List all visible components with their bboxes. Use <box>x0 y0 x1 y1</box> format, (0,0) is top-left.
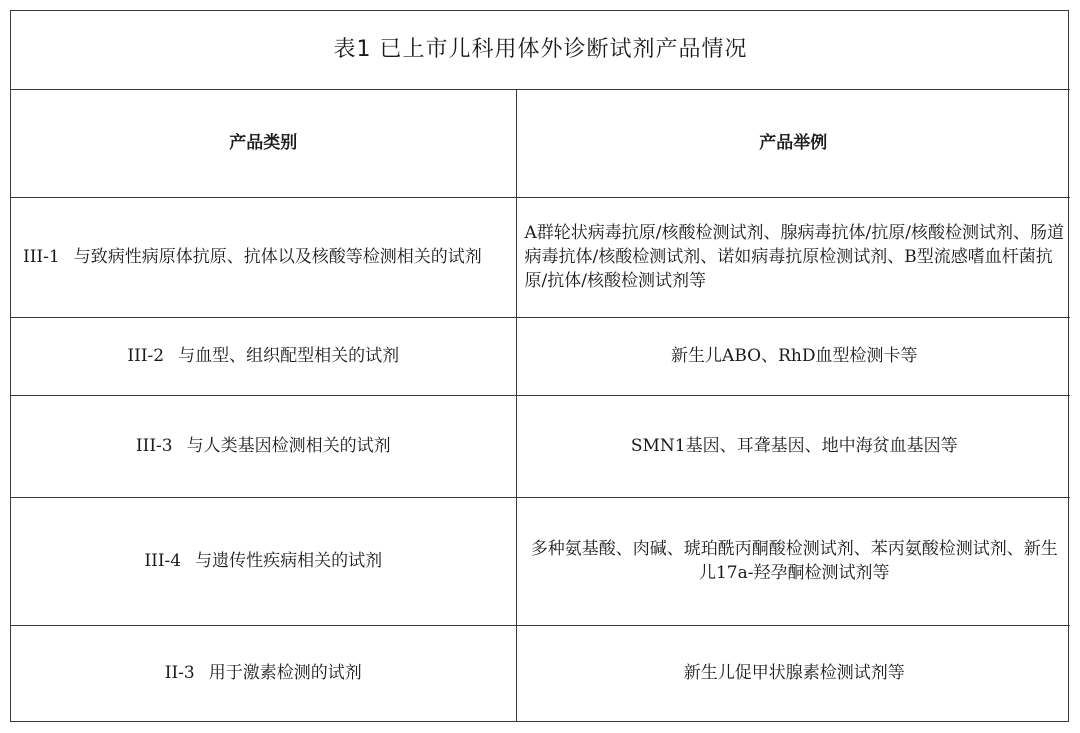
table-row <box>11 497 1070 625</box>
table-row <box>11 317 1070 395</box>
category-cell <box>11 395 516 497</box>
category-cell <box>11 497 516 625</box>
product-table <box>11 11 1070 721</box>
header-examples: 产品举例 <box>516 89 1070 197</box>
product-table-frame <box>10 10 1069 722</box>
header-row <box>11 89 1070 197</box>
category-text: 与人类基因检测相关的试剂 <box>186 436 391 456</box>
category-cell <box>11 197 516 317</box>
category-code: III-4 <box>144 551 182 571</box>
category-code: III-1 <box>23 247 60 267</box>
table-row <box>11 395 1070 497</box>
table-row <box>11 197 1070 317</box>
header-category: 产品类别 <box>11 89 516 197</box>
title-row <box>11 11 1070 89</box>
examples-cell: A群轮状病毒抗原/核酸检测试剂、腺病毒抗体/抗原/核酸检测试剂、肠道病毒抗体/核酸检测试剂、诺如病毒抗原检测试剂、B型流感嗜血杆菌抗原/抗体/核酸检测试剂等 <box>516 197 1070 317</box>
examples-cell: SMN1基因、耳聋基因、地中海贫血基因等 <box>516 395 1070 497</box>
category-code: II-3 <box>164 663 195 684</box>
category-cell <box>11 317 516 395</box>
category-cell <box>11 625 516 721</box>
category-text: 用于激素检测的试剂 <box>208 663 362 684</box>
category-text: 与遗传性疾病相关的试剂 <box>195 551 383 571</box>
table-title: 表1 已上市儿科用体外诊断试剂产品情况 <box>11 11 1070 89</box>
category-text: 与血型、组织配型相关的试剂 <box>178 346 400 366</box>
examples-cell: 新生儿ABO、RhD血型检测卡等 <box>516 317 1070 395</box>
table-row <box>11 625 1070 721</box>
category-code: III-2 <box>127 346 165 366</box>
examples-cell: 新生儿促甲状腺素检测试剂等 <box>516 625 1070 721</box>
category-text: 与致病性病原体抗原、抗体以及核酸等检测相关的试剂 <box>73 247 482 267</box>
examples-cell: 多种氨基酸、肉碱、琥珀酰丙酮酸检测试剂、苯丙氨酸检测试剂、新生儿17a-羟孕酮检测试剂等 <box>516 497 1070 625</box>
category-code: III-3 <box>135 436 173 456</box>
